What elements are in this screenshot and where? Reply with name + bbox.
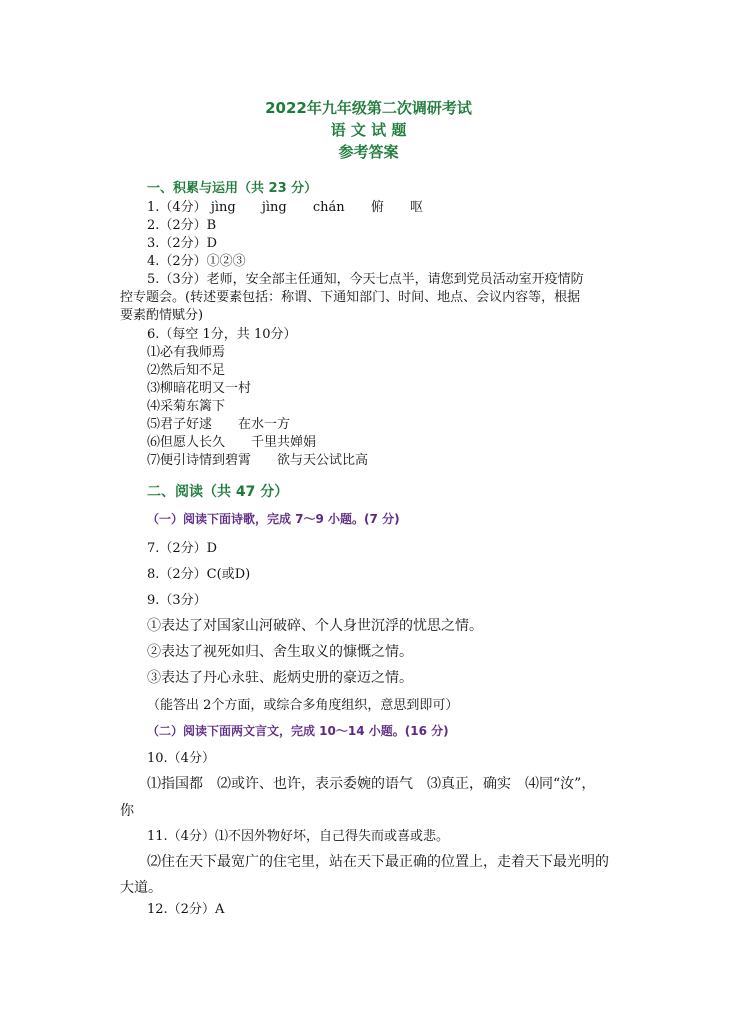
q1-answer-5: 呕 xyxy=(409,200,423,215)
answer-q11-line2: ⑵住在天下最宽广的住宅里，站在天下最正确的位置上，走着天下最光明的 xyxy=(147,854,609,870)
q1-answer-3: chán xyxy=(312,200,345,215)
q9-item: ②表达了视死如归、舍生取义的慷慨之情。 xyxy=(147,644,413,660)
q6-item: ⑸君子好逑 在水一方 xyxy=(147,417,291,432)
subsection-poem: （一）阅读下面诗歌，完成 7～9 小题。(7 分) xyxy=(147,512,400,526)
q6-item: ⑺便引诗情到碧霄 欲与天公试比高 xyxy=(147,453,369,468)
q6-item: ⑹但愿人长久 千里共婵娟 xyxy=(147,435,317,450)
answer-q5-line3: 要素酌情赋分) xyxy=(120,308,204,323)
q6-item: ⑴必有我师焉 xyxy=(147,345,226,360)
answer-q3: 3.（2分）D xyxy=(147,236,218,251)
section-heading-2: 二、阅读（共 47 分） xyxy=(147,484,289,500)
section-heading-1: 一、积累与运用（共 23 分） xyxy=(147,181,318,196)
answer-q10-line2: 你 xyxy=(120,803,134,819)
q9-note: （能答出 2个方面，或综合多角度组织，意思到即可） xyxy=(147,698,459,713)
answer-q11-line3: 大道。 xyxy=(120,880,162,896)
q1-prefix: 1.（4分） xyxy=(147,200,207,215)
answer-q2: 2.（2分）B xyxy=(147,218,217,233)
answer-q6-heading: 6.（每空 1分，共 10分） xyxy=(147,327,297,342)
subsection-classical: （二）阅读下面两文言文，完成 10～14 小题。(16 分) xyxy=(147,724,449,738)
subject-title: 语 文 试 题 xyxy=(330,121,407,139)
exam-title: 2022年九年级第二次调研考试 xyxy=(265,99,472,117)
q1-answer-2: jìng xyxy=(261,200,287,215)
q6-item: ⑵然后知不足 xyxy=(147,363,226,378)
answer-q10-line1: ⑴指国都 ⑵或许、也许，表示委婉的语气 ⑶真正，确实 ⑷同“汝”， xyxy=(147,776,596,792)
answer-q8: 8.（2分）C(或D) xyxy=(147,567,251,582)
q6-item: ⑶柳暗花明又一村 xyxy=(147,381,252,396)
answer-q7: 7.（2分）D xyxy=(147,541,218,556)
answer-q4: 4.（2分）①②③ xyxy=(147,254,246,269)
answer-q5-line2: 控专题会。(转述要素包括：称谓、下通知部门、时间、地点、会议内容等，根据 xyxy=(120,290,581,305)
answer-q9: 9.（3分） xyxy=(147,593,207,608)
answer-q12: 12.（2分）A xyxy=(147,902,225,917)
q1-answer-1: jìng xyxy=(210,200,236,215)
q1-answer-4: 俯 xyxy=(370,200,384,215)
q9-item: ①表达了对国家山河破碎、个人身世沉浮的忧思之情。 xyxy=(147,618,483,634)
answer-q10: 10.（4分） xyxy=(147,751,215,766)
q9-item: ③表达了丹心永驻、彪炳史册的豪迈之情。 xyxy=(147,670,413,686)
q6-item: ⑷采菊东篱下 xyxy=(147,399,226,414)
answer-q1 xyxy=(147,196,423,215)
answer-key-title: 参考答案 xyxy=(338,143,399,161)
answer-q5-line1: 5.（3分）老师，安全部主任通知，今天七点半，请您到党员活动室开疫情防 xyxy=(147,272,584,287)
answer-q11-line1: 11.（4分）⑴不因外物好坏，自己得失而或喜或悲。 xyxy=(147,829,449,844)
